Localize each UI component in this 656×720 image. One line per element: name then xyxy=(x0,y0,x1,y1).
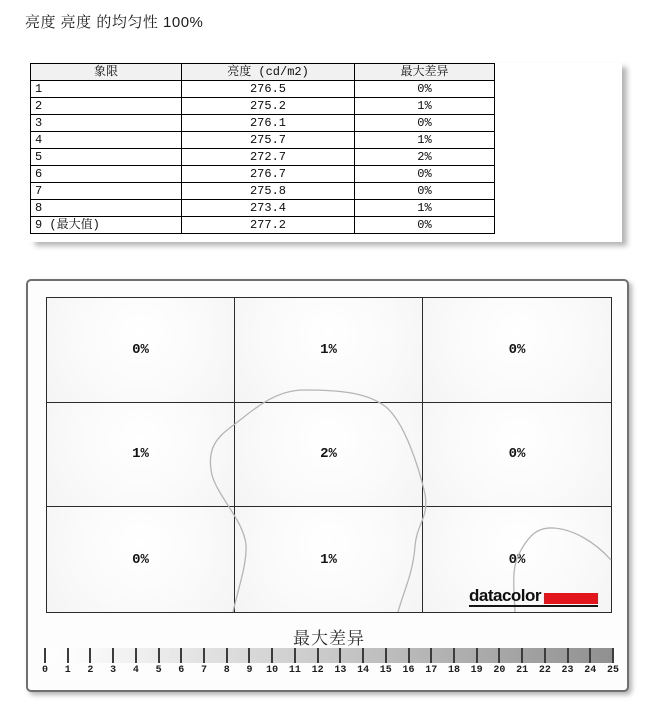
table-row xyxy=(31,81,495,98)
table-cell: 1 xyxy=(31,81,182,98)
grid-cell-difference: 0% xyxy=(47,507,235,612)
table-cell: 0% xyxy=(355,115,495,132)
scale-gradient-bar xyxy=(44,648,614,663)
table-row xyxy=(31,217,495,234)
scale-tick xyxy=(248,648,250,663)
table-row xyxy=(31,149,495,166)
scale-tick xyxy=(135,648,137,663)
scale-tick-label: 3 xyxy=(110,665,117,676)
scale-tick-label: 20 xyxy=(493,665,506,676)
scale-tick-label: 12 xyxy=(311,665,324,676)
scale-tick-label: 17 xyxy=(425,665,438,676)
scale-tick-label: 19 xyxy=(470,665,483,676)
table-cell: 276.5 xyxy=(182,81,355,98)
table-cell: 7 xyxy=(31,183,182,200)
uniformity-table xyxy=(30,63,495,234)
grid-cell-difference: 1% xyxy=(47,403,235,508)
table-cell: 276.1 xyxy=(182,115,355,132)
col-header-luminance: 亮度 (cd/m2) xyxy=(182,64,355,81)
table-header-row xyxy=(31,64,495,81)
scale-tick xyxy=(521,648,523,663)
scale-tick xyxy=(180,648,182,663)
table-cell: 0% xyxy=(355,81,495,98)
scale-tick-label: 4 xyxy=(132,665,139,676)
uniformity-table-body xyxy=(31,81,495,234)
scale-tick xyxy=(158,648,160,663)
datacolor-logo-text: datacolor xyxy=(469,586,542,605)
table-cell: 8 xyxy=(31,200,182,217)
scale-tick-label: 8 xyxy=(223,665,230,676)
uniformity-grid xyxy=(46,297,612,613)
scale-tick-label: 23 xyxy=(561,665,574,676)
grid-cell-difference: 1% xyxy=(235,507,423,612)
scale-tick xyxy=(589,648,591,663)
table-cell: 1% xyxy=(355,132,495,149)
table-cell: 275.8 xyxy=(182,183,355,200)
scale-label: 最大差异 xyxy=(293,629,365,648)
grid-cell-difference: 0% xyxy=(423,403,611,508)
scale-tick-label: 7 xyxy=(201,665,208,676)
scale-tick-label: 6 xyxy=(178,665,185,676)
table-cell: 0% xyxy=(355,217,495,234)
table-cell: 273.4 xyxy=(182,200,355,217)
table-cell: 272.7 xyxy=(182,149,355,166)
table-cell: 2 xyxy=(31,98,182,115)
table-row xyxy=(31,200,495,217)
uniformity-map-panel xyxy=(26,279,629,692)
scale-tick-label: 22 xyxy=(538,665,551,676)
table-row xyxy=(31,132,495,149)
scale-tick-labels xyxy=(41,665,620,677)
scale-tick-label: 25 xyxy=(606,665,620,676)
scale-tick-label: 16 xyxy=(402,665,415,676)
scale-tick-label: 0 xyxy=(41,665,49,676)
table-cell: 4 xyxy=(31,132,182,149)
table-cell: 0% xyxy=(355,183,495,200)
table-cell: 277.2 xyxy=(182,217,355,234)
scale-tick-label: 24 xyxy=(584,665,597,676)
table-row xyxy=(31,183,495,200)
table-cell: 9 (最大值) xyxy=(31,217,182,234)
col-header-quadrant: 象限 xyxy=(31,64,182,81)
table-row xyxy=(31,98,495,115)
table-cell: 3 xyxy=(31,115,182,132)
grid-cell-difference: 2% xyxy=(235,403,423,508)
scale-tick-label: 10 xyxy=(266,665,279,676)
scale-tick xyxy=(203,648,205,663)
scale-tick-label: 5 xyxy=(155,665,162,676)
scale-tick xyxy=(226,648,228,663)
table-cell: 2% xyxy=(355,149,495,166)
scale-tick xyxy=(317,648,319,663)
table-cell: 275.2 xyxy=(182,98,355,115)
scale-tick xyxy=(271,648,273,663)
page-title: 亮度 亮度 的均匀性 100% xyxy=(25,14,204,31)
datacolor-logo-red-bar xyxy=(544,593,598,604)
col-header-max-difference: 最大差异 xyxy=(355,64,495,81)
scale-tick-label: 2 xyxy=(87,665,94,676)
scale-tick xyxy=(339,648,341,663)
table-row xyxy=(31,166,495,183)
grid-cell-difference: 0% xyxy=(423,507,611,612)
scale-tick xyxy=(430,648,432,663)
table-cell: 276.7 xyxy=(182,166,355,183)
scale-tick xyxy=(453,648,455,663)
table-cell: 0% xyxy=(355,166,495,183)
scale-tick xyxy=(44,648,46,663)
grid-cell-difference: 0% xyxy=(423,298,611,403)
scale-tick xyxy=(612,648,614,663)
table-cell: 1% xyxy=(355,200,495,217)
scale-tick xyxy=(362,648,364,663)
scale-tick xyxy=(408,648,410,663)
scale-tick xyxy=(544,648,546,663)
scale-tick xyxy=(112,648,114,663)
scale-tick-label: 13 xyxy=(334,665,347,676)
table-cell: 6 xyxy=(31,166,182,183)
scale-tick xyxy=(567,648,569,663)
scale-tick-label: 9 xyxy=(246,665,253,676)
scale-tick-label: 1 xyxy=(64,665,71,676)
luminance-table-card xyxy=(30,63,622,242)
scale-tick-label: 21 xyxy=(516,665,529,676)
table-cell: 5 xyxy=(31,149,182,166)
scale-tick xyxy=(89,648,91,663)
scale-tick xyxy=(385,648,387,663)
scale-tick-label: 18 xyxy=(447,665,460,676)
grid-cell-difference: 0% xyxy=(47,298,235,403)
scale-tick xyxy=(498,648,500,663)
scale-tick-label: 11 xyxy=(288,665,301,676)
table-cell: 275.7 xyxy=(182,132,355,149)
table-row xyxy=(31,115,495,132)
table-cell: 1% xyxy=(355,98,495,115)
datacolor-logo xyxy=(469,587,598,607)
scale-tick xyxy=(294,648,296,663)
scale-tick xyxy=(67,648,69,663)
scale-tick-label: 14 xyxy=(357,665,370,676)
grid-cell-difference: 1% xyxy=(235,298,423,403)
scale-tick-label: 15 xyxy=(379,665,392,676)
scale-tick xyxy=(476,648,478,663)
